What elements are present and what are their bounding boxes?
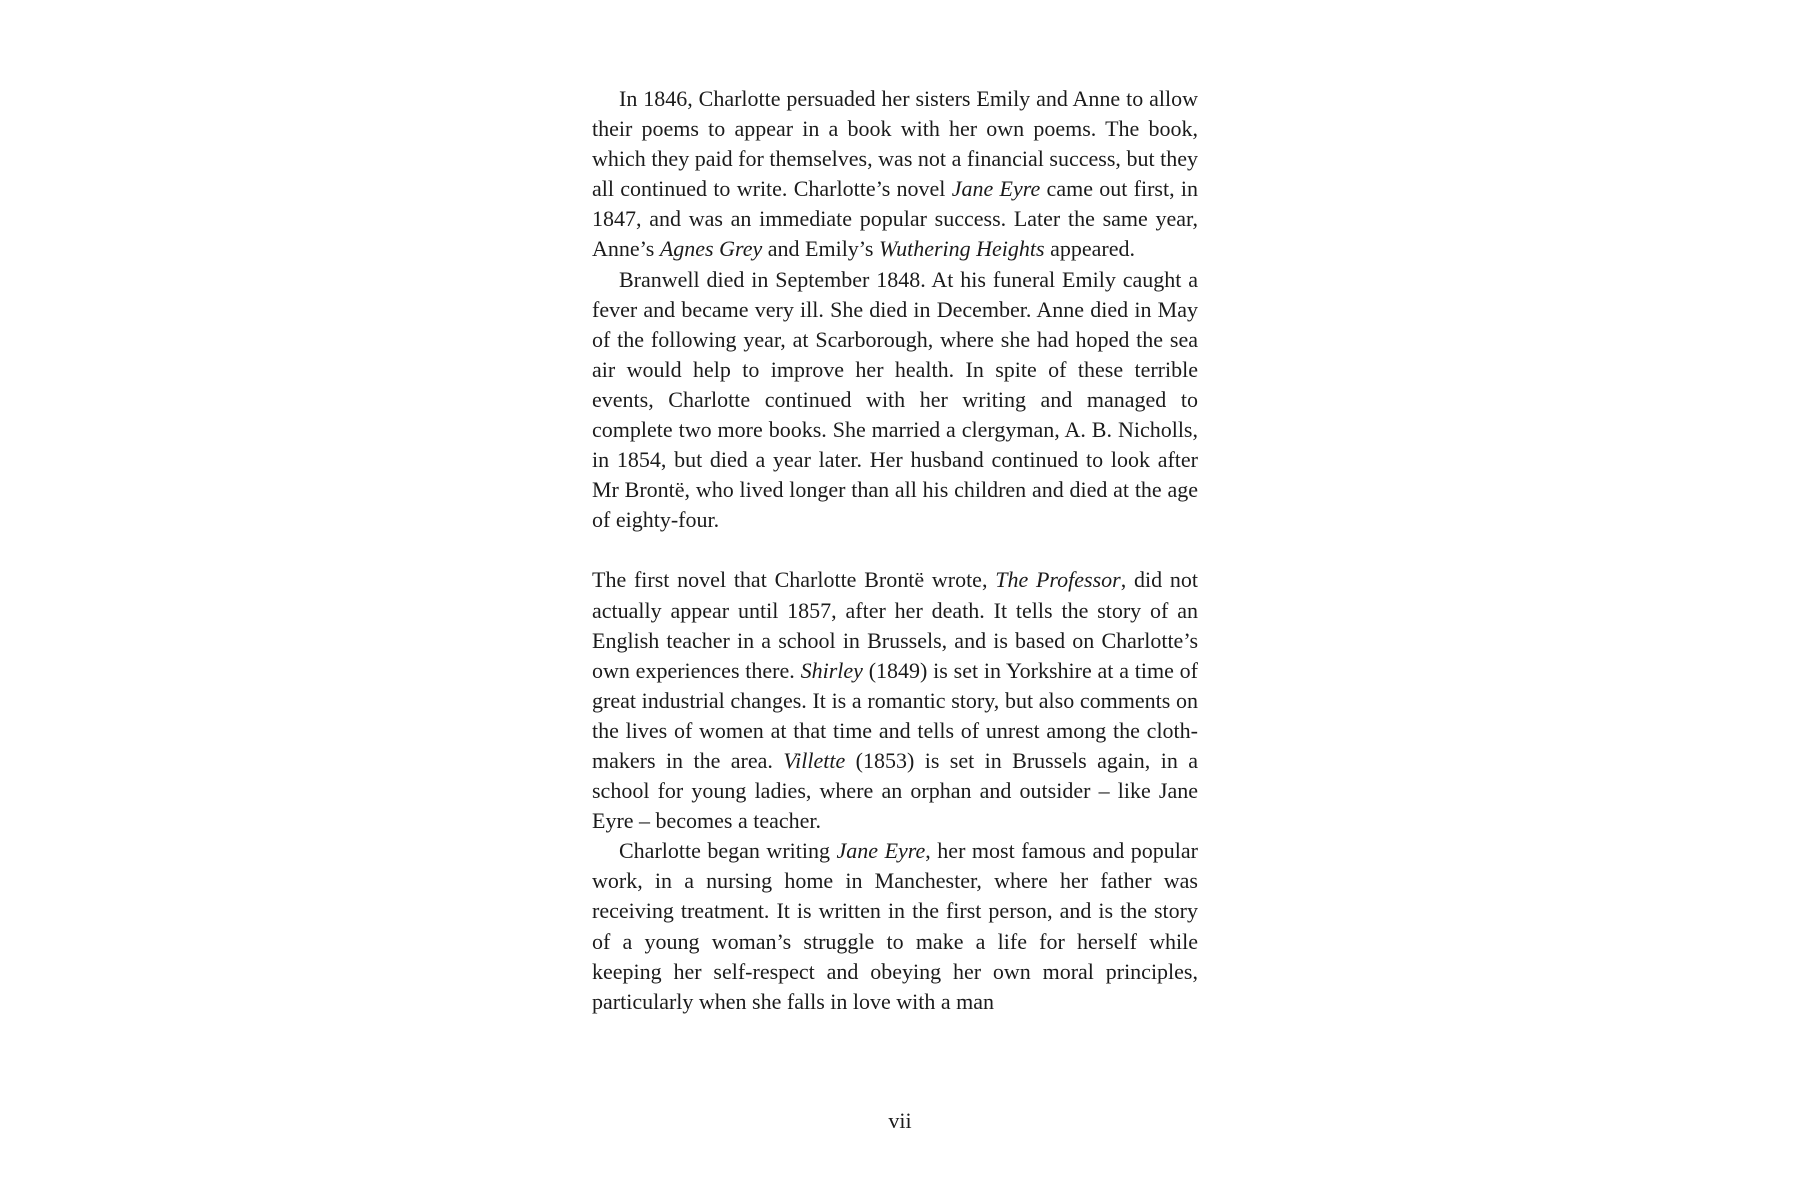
text-run: (1853) is set in Brussels again, in a school for young ladies, where an orphan and outsider – like Jane Eyre – becomes a teacher. xyxy=(592,747,1198,834)
text-run: In 1846, Charlotte persuaded her sisters Emily and Anne to allow their poems to appear in a book with her own poems. The book, which they paid for themselves, was not a financial success, but they all continued to write. Charlotte’s novel xyxy=(592,86,1198,202)
text-run: (1849) is set in Yorkshire at a time of great industrial changes. It is a romantic story, but also comments on the lives of women at that time and tells of unrest among the cloth-makers in the area. xyxy=(592,657,1198,773)
text-run: Charlotte began writing xyxy=(619,838,837,864)
italic-title: Wuthering Heights xyxy=(878,236,1045,262)
body-paragraph xyxy=(592,84,1198,265)
body-paragraph xyxy=(592,265,1198,536)
text-run: , did not actually appear until 1857, after her death. It tells the story of an English teacher in a school in Brussels, and is based on Charlotte’s own experiences there. xyxy=(592,567,1198,683)
page-number: vii xyxy=(888,1108,912,1133)
italic-title: The Professor xyxy=(995,567,1121,593)
italic-title: Shirley xyxy=(800,657,863,683)
text-run: The first novel that Charlotte Brontë wrote, xyxy=(592,567,996,593)
text-run: , her most famous and popular work, in a nursing home in Manchester, where her father was receiving treatment. It is written in the first person, and is the story of a young woman’s struggle to make a life for herself while keeping her self-respect and obeying her own moral principles, particularly when she falls in love with a man xyxy=(592,838,1198,1014)
text-run: and Emily’s xyxy=(762,236,879,262)
italic-title: Jane Eyre xyxy=(836,838,926,864)
text-run: appeared. xyxy=(1044,236,1135,262)
body-paragraph xyxy=(592,565,1198,836)
italic-title: Villette xyxy=(783,747,846,773)
text-run: came out first, in 1847, and was an immediate popular success. Later the same year, Anne’s xyxy=(592,176,1198,262)
italic-title: Agnes Grey xyxy=(659,236,763,262)
text-run: Branwell died in September 1848. At his funeral Emily caught a fever and became very ill. She died in December. Anne died in May of the following year, at Scarborough, where she had hoped the sea air would help to improve her health. In spite of these terrible events, Charlotte continued with her writing and managed to complete two more books. She married a clergyman, A. B. Nicholls, in 1854, but died a year later. Her husband continued to look after Mr Brontë, who lived longer than all his children and died at the age of eighty-four. xyxy=(592,266,1198,533)
body-paragraph xyxy=(592,836,1198,1017)
italic-title: Jane Eyre xyxy=(951,176,1041,202)
page-body xyxy=(592,84,1198,1017)
